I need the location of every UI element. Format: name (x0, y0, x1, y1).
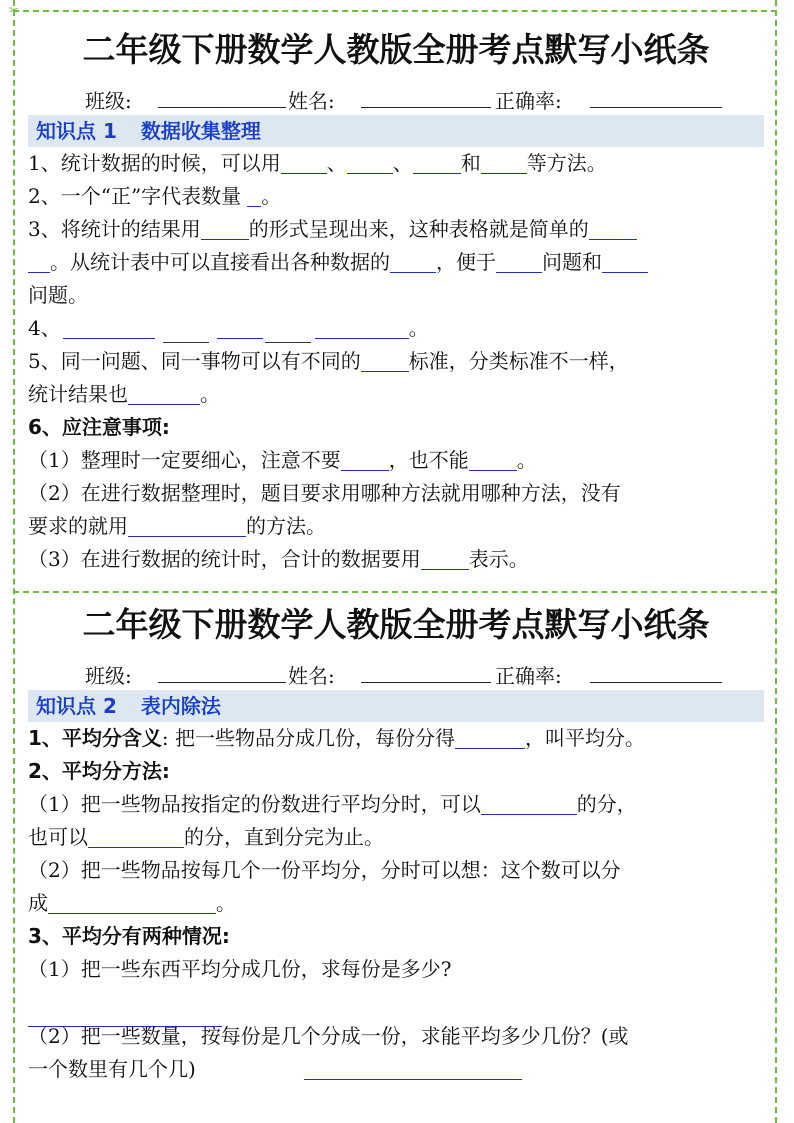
question-2: 2、一个“正”字代表数量 。 (28, 184, 282, 208)
blank[interactable] (128, 514, 246, 537)
blank[interactable] (361, 349, 409, 372)
blank[interactable] (201, 217, 249, 240)
left-dashed-border (13, 0, 15, 1123)
score-label: 正确率: (495, 664, 562, 688)
question-6-2: （2）在进行数据整理时，题目要求用哪种方法就用哪种方法，没有 (28, 481, 621, 505)
score-field[interactable] (590, 107, 722, 108)
blank[interactable] (481, 151, 527, 174)
name-label: 姓名: (288, 89, 335, 113)
blank[interactable] (63, 316, 155, 339)
name-label: 姓名: (288, 664, 335, 688)
name-field[interactable] (361, 107, 491, 108)
item-2-1-cont: 也可以 的分，直到分完为止。 (28, 825, 384, 849)
class-label: 班级: (85, 664, 132, 688)
kp-number: 知识点 1 (36, 119, 117, 143)
right-dashed-border (775, 0, 777, 1123)
blank[interactable] (469, 448, 517, 471)
kp-title: 表内除法 (140, 694, 221, 718)
question-5-cont: 统计结果也 。 (28, 382, 220, 406)
blank[interactable] (390, 250, 436, 273)
blank[interactable] (128, 382, 200, 405)
item-3-1-answer (28, 986, 764, 1020)
card-1 (28, 24, 764, 576)
blank[interactable] (48, 891, 216, 914)
blank[interactable] (455, 726, 525, 749)
blank[interactable] (88, 825, 184, 848)
class-label: 班级: (85, 89, 132, 113)
question-6-1: （1）整理时一定要细心，注意不要 ，也不能 。 (28, 448, 537, 472)
blank[interactable] (315, 316, 409, 339)
item-2-1: （1）把一些物品按指定的份数进行平均分时，可以 的分， (28, 792, 637, 816)
item-3-2: （2）把一些数量，按每份是几个分成一份，求能平均多少几份？(或 (28, 1024, 629, 1048)
info-row (28, 660, 764, 690)
blank[interactable] (602, 250, 648, 273)
question-3: 3、将统计的结果用 的形式呈现出来，这种表格就是简单的 (28, 213, 764, 246)
question-6: 6、应注意事项: (28, 415, 170, 439)
blank[interactable] (217, 316, 263, 339)
item-3-1: （1）把一些东西平均分成几份，求每份是多少? (28, 957, 452, 981)
question-5: 5、同一问题、同一事物可以有不同的 标准，分类标准不一样， (28, 349, 629, 373)
class-field[interactable] (158, 107, 286, 108)
item-2-2: （2）把一些物品按每几个一份平均分，分时可以想：这个数可以分 (28, 858, 621, 882)
blank[interactable] (347, 151, 393, 174)
card-title: 二年级下册数学人教版全册考点默写小纸条 (82, 30, 710, 69)
question-3-cont: 。从统计表中可以直接看出各种数据的 ，便于 问题和 (28, 246, 764, 279)
blank[interactable] (481, 792, 577, 815)
item-1: 1、平均分含义: 把一些物品分成几份，每份分得 ，叫平均分。 (28, 726, 646, 750)
blank[interactable] (281, 151, 327, 174)
blank[interactable] (247, 184, 261, 207)
question-1: 1、统计数据的时候，可以用 、 、 和 等方法。 (28, 151, 607, 175)
kp-number: 知识点 2 (36, 694, 117, 718)
scissor-mark-icon: ✂ (9, 3, 20, 17)
blank[interactable] (341, 448, 389, 471)
blank[interactable] (589, 217, 637, 240)
item-3-2-cont: 一个数里有几个几) (28, 1053, 764, 1086)
knowledge-point-header (28, 690, 764, 722)
blank[interactable] (413, 151, 461, 174)
item-2-2-cont: 成 。 (28, 891, 236, 915)
dash-line (163, 320, 209, 343)
question-6-3: （3）在进行数据的统计时，合计的数据要用 表示。 (28, 547, 529, 571)
name-field[interactable] (361, 682, 491, 683)
card-2 (28, 599, 764, 1086)
item-3: 3、平均分有两种情况: (28, 924, 230, 948)
blank[interactable] (496, 250, 542, 273)
card-title: 二年级下册数学人教版全册考点默写小纸条 (82, 605, 710, 644)
score-label: 正确率: (495, 89, 562, 113)
class-field[interactable] (158, 682, 286, 683)
kp-title: 数据收集整理 (140, 119, 261, 143)
item-2: 2、平均分方法: (28, 759, 170, 783)
blank[interactable] (421, 547, 469, 570)
question-4: 4、 。 (28, 312, 764, 345)
score-field[interactable] (590, 682, 722, 683)
divider-dashed-border (13, 591, 777, 593)
info-row (28, 85, 764, 115)
blank[interactable] (304, 1057, 522, 1080)
top-dashed-border (13, 10, 777, 12)
question-3-end: 问题。 (28, 283, 88, 307)
blank[interactable] (28, 250, 50, 273)
knowledge-point-header (28, 115, 764, 147)
question-6-2-cont: 要求的就用 的方法。 (28, 514, 326, 538)
dash-line (265, 320, 311, 343)
